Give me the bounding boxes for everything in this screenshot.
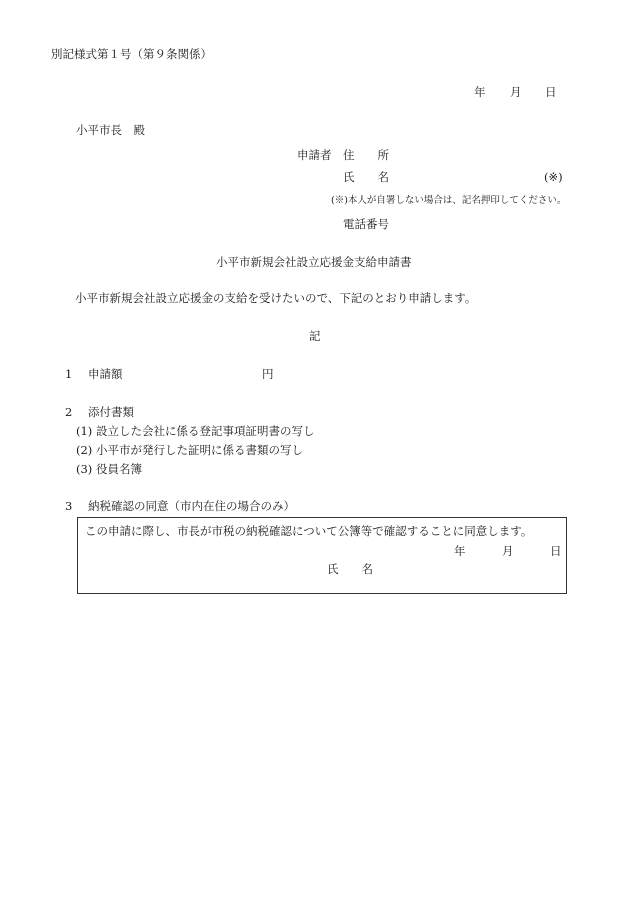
form-label: 別記様式第１号（第９条関係） (51, 47, 212, 61)
item-2-number: 2 (65, 405, 73, 419)
consent-date-month-label: 月 (502, 544, 514, 558)
item-3-label: 納税確認の同意（市内在住の場合のみ） (88, 499, 295, 513)
applicant-address-label: 住 所 (343, 148, 389, 162)
ki-heading: 記 (309, 329, 321, 343)
consent-text: この申請に際し、市長が市税の納税確認について公簿等で確認することに同意します。 (85, 524, 533, 538)
item-3-number: 3 (65, 499, 73, 513)
applicant-label: 申請者 (297, 148, 332, 162)
item-1-number: 1 (65, 367, 73, 381)
intro-text: 小平市新規会社設立応援金の支給を受けたいので、下記のとおり申請します。 (75, 291, 477, 305)
applicant-name-label: 氏 名 (343, 170, 389, 184)
consent-date-day-label: 日 (550, 544, 562, 558)
item-2-label: 添付書類 (88, 405, 134, 419)
date-year-label: 年 (474, 85, 486, 99)
applicant-seal-mark: (※) (544, 170, 563, 184)
document-title: 小平市新規会社設立応援金支給申請書 (216, 255, 412, 269)
consent-date-year-label: 年 (454, 544, 466, 558)
addressee: 小平市長 殿 (76, 123, 145, 137)
amount-unit: 円 (262, 367, 274, 381)
date-month-label: 月 (510, 85, 522, 99)
attachment-item-1: (1) 設立した会社に係る登記事項証明書の写し (76, 424, 315, 438)
date-day-label: 日 (545, 85, 557, 99)
attachment-item-2: (2) 小平市が発行した証明に係る書類の写し (76, 443, 303, 457)
attachment-item-3: (3) 役員名簿 (76, 462, 142, 476)
signature-note: (※)本人が自署しない場合は、記名押印してください。 (331, 195, 567, 206)
phone-label: 電話番号 (343, 217, 389, 231)
item-1-label: 申請額 (88, 367, 123, 381)
consent-name-label: 氏 名 (327, 562, 373, 576)
